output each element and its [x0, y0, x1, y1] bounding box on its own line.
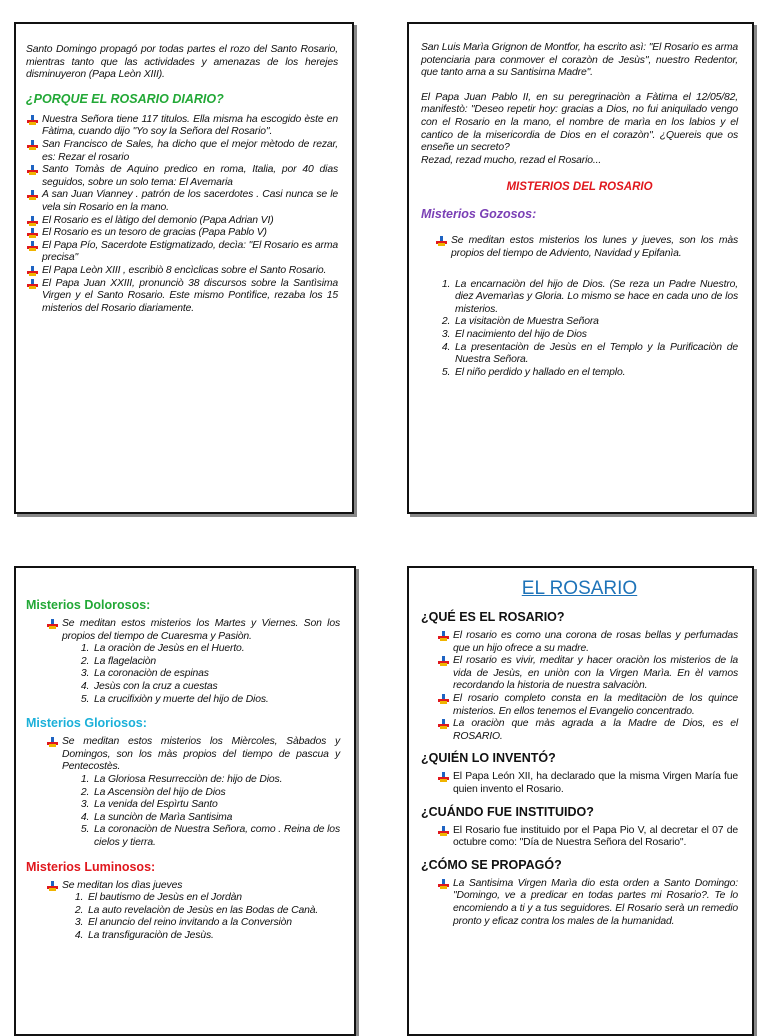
arrow-bullet-icon — [436, 236, 447, 246]
list-item: 5. La crucifixiòn y muerte del hijo de Dios. — [92, 694, 340, 707]
list-item: 3. La venida del Espìrtu Santo — [92, 799, 340, 812]
arrow-bullet-icon — [27, 165, 38, 175]
gozosos-list — [421, 279, 738, 380]
question-quien: ¿QUIÉN LO INVENTÓ? — [421, 751, 556, 766]
list-item: 2. La flagelaciòn — [92, 656, 340, 669]
arrow-bullet-icon — [47, 881, 58, 891]
luminosos-heading: Misterios Luminosos: — [26, 859, 156, 874]
arrow-bullet-icon — [438, 772, 449, 782]
list-item: El Papa Leòn XIII , escribiò 8 encìclicas sobre el Santo Rosario. — [26, 265, 338, 278]
list-item: El Rosario es el làtigo del demonio (Papa Adrian VI) — [26, 215, 338, 228]
list-item: Se meditan estos misterios los Mièrcoles, Sàbados y Domingos, son los màs propios del tiempo de pascua y Pentecostès. — [46, 736, 340, 774]
dolorosos-bullet-list — [46, 618, 340, 643]
panel-bottom-right — [407, 566, 754, 1036]
dolorosos-list — [26, 643, 340, 706]
arrow-bullet-icon — [27, 216, 38, 226]
panel-top-left — [14, 22, 354, 514]
dolorosos-heading: Misterios Dolorosos: — [26, 598, 151, 612]
arrow-bullet-icon — [438, 826, 449, 836]
list-item: El rosario es vivir, meditar y hacer oraciòn los misterios de la vida de Jesùs, en uniòn con la Virgen Marìa. En èl vamos recordando la historia de nuestra salvaciòn. — [437, 655, 738, 693]
list-item: 4. La transfiguraciòn de Jesùs. — [86, 930, 340, 943]
gloriosos-list — [26, 774, 340, 850]
arrow-bullet-icon — [27, 228, 38, 238]
luminosos-list — [26, 892, 340, 942]
list-item: La Santisima Virgen Marìa dio esta orden a Santo Domingo: "Domingo, ve a predicar en todas partes mi Rosario?. Te lo encomiendo a ti y a tus seguidores. El Rosario serà un remedio pronto y eficaz contra los males de la humanidad. — [437, 878, 738, 928]
panel-top-right — [407, 22, 754, 514]
arrow-bullet-icon — [27, 140, 38, 150]
misterios-title: MISTERIOS DEL ROSARIO — [506, 181, 653, 194]
list-item: 2. La visitaciòn de Muestra Señora — [453, 316, 738, 329]
list-item: 1. La Gloriosa Resurrecciòn de: hijo de Dios. — [92, 774, 340, 787]
panel-bottom-left — [14, 566, 356, 1036]
list-item: La oraciòn que màs agrada a la Madre de Dios, es el ROSARIO. — [437, 718, 738, 743]
list-item: San Francisco de Sales, ha dicho que el mejor mètodo de rezar, es: Rezar el rosario — [26, 139, 338, 164]
arrow-bullet-icon — [27, 279, 38, 289]
list-item: Se meditan los dìas jueves — [46, 880, 340, 893]
arrow-bullet-icon — [47, 737, 58, 747]
list-item: Nuestra Señora tiene 117 titulos. Ella misma ha escogido èste en Fàtima, cuando dijo "Yo soy la Señora del Rosario". — [26, 114, 338, 139]
question-como: ¿CÓMO SE PROPAGÓ? — [421, 857, 562, 872]
como-list — [437, 878, 738, 928]
porque-list — [26, 114, 338, 316]
list-item: 4. Jesùs con la cruz a cuestas — [92, 681, 340, 694]
list-item: Santo Tomàs de Aquino predico en roma, Italia, por 40 dias seguidos, sobre un solo tema: El Avemaria — [26, 164, 338, 189]
luminosos-bullet-list — [46, 880, 340, 893]
question-que-es: ¿QUÉ ES EL ROSARIO? — [421, 610, 565, 624]
list-item: 2. La auto revelaciòn de Jesùs en las Bodas de Canà. — [86, 905, 340, 918]
list-item: 5. La coronaciòn de Nuestra Señora, como . Reina de los cielos y tierra. — [92, 824, 340, 849]
arrow-bullet-icon — [438, 694, 449, 704]
gloriosos-bullet-list — [46, 736, 340, 774]
intro-paragraph: Santo Domingo propagó por todas partes el rozo del Santo Rosario, mientras tanto que las actividades y amenazas de los herejes disminuyeron (Papa Leòn XIII). — [26, 44, 338, 81]
arrow-bullet-icon — [27, 241, 38, 251]
list-item: 1. La oraciòn de Jesùs en el Huerto. — [92, 643, 340, 656]
quote-juan-pablo: El Papa Juan Pablo II, en su peregrinaciòn a Fàtirna el 12/05/82, manifestò: "Deseo repetir hoy: gracias a Dios, no fui aniquilado vengo con el Rosario en la mano, el nombre de marìa en los labios y el cantico de la misericordia de Dios en el corazòn". ¿Quereis que os enseñe un secreto? — [421, 91, 738, 154]
arrow-bullet-icon — [27, 190, 38, 200]
list-item: El Papa León XII, ha declarado que la misma Virgen María fue quien invento el Rosario. — [437, 771, 738, 796]
list-item: 3. El anuncio del reino invitando a la Conversiòn — [86, 917, 340, 930]
gozosos-bullet-list — [435, 235, 738, 260]
list-item: 3. La coronaciòn de espinas — [92, 668, 340, 681]
arrow-bullet-icon — [438, 631, 449, 641]
list-item: 1. La encarnaciòn del hijo de Dios. (Se reza un Padre Nuestro, diez Avemarìas y Gloria. Lo mismo se hace en cada uno de los misterios. — [453, 279, 738, 317]
gloriosos-heading: Misterios Gloriosos: — [26, 716, 147, 731]
gozosos-heading: Misterios Gozosos: — [421, 207, 537, 222]
section-heading-porque: ¿PORQUE EL ROSARIO DIARIO? — [26, 91, 224, 106]
arrow-bullet-icon — [438, 879, 449, 889]
list-item: 2. La Ascensiòn del hijo de Dios — [92, 787, 340, 800]
list-item: Se meditan estos misterios los lunes y jueves, son los màs propios del tiempo de Adviento, Navidad y Epifanìa. — [435, 235, 738, 260]
list-item: El Rosario fue instituido por el Papa Pio V, al decretar el 07 de octubre como: "Día de Nuestra Señora del Rosario". — [437, 825, 738, 850]
quote-rezad: Rezad, rezad mucho, rezad el Rosario... — [421, 154, 602, 166]
arrow-bullet-icon — [438, 656, 449, 666]
arrow-bullet-icon — [47, 619, 58, 629]
list-item: El Rosario es un tesoro de gracias (Papa Pablo V) — [26, 227, 338, 240]
list-item: El rosario completo consta en la meditaciòn de los quince misterios. En ellos tenemos el Evangelio concentrado. — [437, 693, 738, 718]
que-es-list — [437, 630, 738, 743]
arrow-bullet-icon — [27, 115, 38, 125]
list-item: El Papa Pío, Sacerdote Estigmatizado, decìa: "El Rosario es arma precisa" — [26, 240, 338, 265]
list-item: 1. El bautismo de Jesùs en el Jordàn — [86, 892, 340, 905]
list-item: 4. La presentaciòn de Jesùs en el Templo y la Purificaciòn de Nuestra Señora. — [453, 342, 738, 367]
list-item: 4. La sunciòn de Marìa Santisima — [92, 812, 340, 825]
cuando-list — [437, 825, 738, 850]
quien-list — [437, 771, 738, 796]
list-item: 5. El niño perdido y hallado en el templo. — [453, 367, 738, 380]
arrow-bullet-icon — [438, 719, 449, 729]
question-cuando: ¿CUÁNDO FUE INSTITUIDO? — [421, 804, 594, 819]
list-item: Se meditan estos misterios los Martes y Viernes. Son los propios del tiempo de Cuaresma y Pasiòn. — [46, 618, 340, 643]
list-item: A san Juan Vianney . patrón de los sacerdotes . Casi nunca se le vela sin Rosario en la mano. — [26, 189, 338, 214]
list-item: El rosario es como una corona de rosas bellas y perfumadas que un hijo ofrece a su madre. — [437, 630, 738, 655]
list-item: El Papa Juan XXIII, pronunciò 38 discursos sobre la Santìsima Virgen y el Santo Rosario. Este mismo Pontìfice, rezaba los 15 misterios del Rosario diariamente. — [26, 278, 338, 316]
rosario-title: EL ROSARIO — [521, 578, 638, 599]
arrow-bullet-icon — [27, 266, 38, 276]
quote-montfort: San Luis Marìa Grignon de Montfor, ha escrito asì: "El Rosario es arma potenciaria para conmover el corazòn de Jesùs", nuestro Redentor, que tanto arna a su Santisirna Madre". — [421, 42, 738, 79]
list-item: 3. El nacimiento del hijo de Dios — [453, 329, 738, 342]
